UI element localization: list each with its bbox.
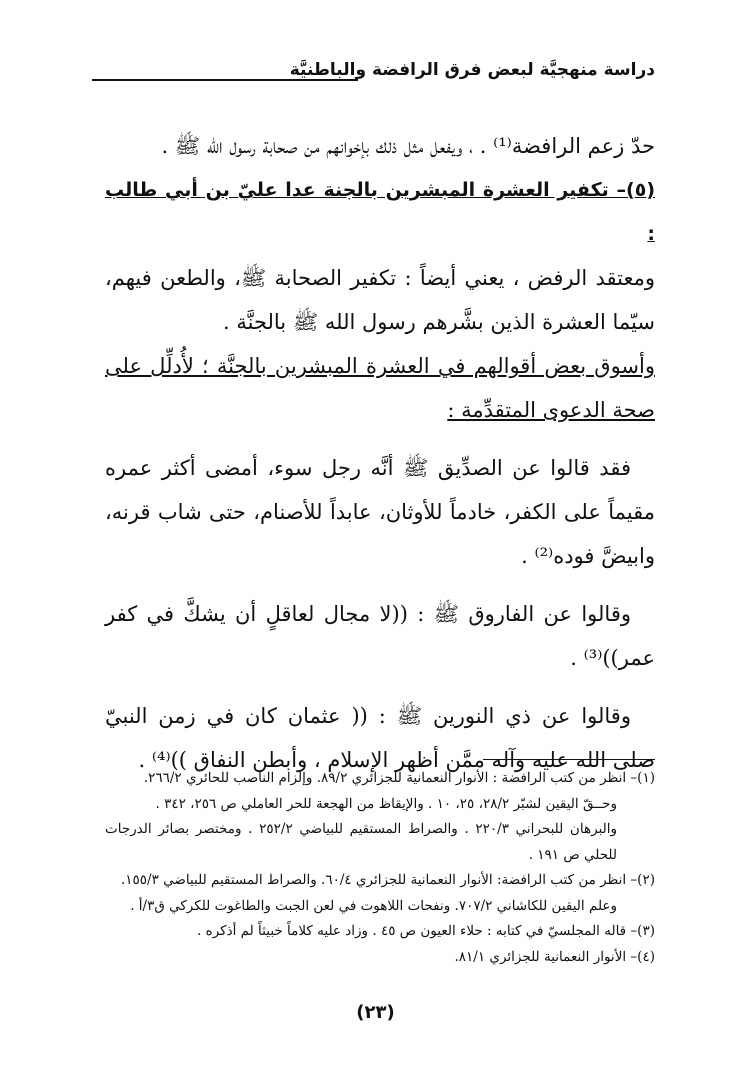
footnote-1-line-3: والبرهان للبحراني ٢٢٠/٣ . والصراط المستقيم للبياضي ٢٥٢/٢ . ومختصر بصائر الدرجات للحلي ص ١٩١ .	[105, 821, 617, 863]
main-text	[105, 124, 655, 782]
footnote-4: (٤)– الأنوار النعمانية للجزائري ٨١/١.	[454, 948, 655, 965]
footnote-2-line-2: وعلم اليقين للكاشاني ٧٠٧/٢. ونفحات اللاهوت في لعن الجبت والطاغوت للكركي ق٣/أ .	[130, 897, 617, 914]
paragraph-2: ومعتقد الرفض ، يعني أيضاً : تكفير الصحابة ﷺ، والطعن فيهم، سيّما العشرة الذين بشَّرهم رسول الله ﷺ بالجنَّة .	[105, 266, 655, 334]
footnote-1-line-2: وحــقّ اليقين لشبّر ٢٨/٢، ٢٥، ١٠ . والإيقاظ من الهجعة للحر العاملي ص ٢٥٦، ٣٤٢ .	[155, 795, 617, 812]
footnote-rule	[483, 759, 655, 760]
section-heading: (٥)– تكفير العشرة المبشرين بالجنة عدا عليّ بن أبي طالب :	[105, 179, 655, 245]
footnote-1-line-1: (١)– انظر من كتب الرافضة : الأنوار النعمانية للجزائري ٨٩/٢. وإلزام الناصب للحائري ٢٦٦/٢.	[143, 770, 655, 786]
paragraph-1: حدّ زعم الرافضة⁽¹⁾ . ، ويفعل مثل ذلك بإخوانهم من صحابة رسول الله ﷺ .	[161, 134, 655, 158]
footnote-2-line-1: (٢)– انظر من كتب الرافضة: الأنوار النعمانية للجزائري ٦٠/٤. والصراط المستقيم للبياضي ١٥٥/٣.	[121, 872, 655, 888]
running-header-title: دراسة منهجيَّة لبعض فرق الرافضة والباطنيَّة	[289, 60, 655, 80]
paragraph-4: فقد قالوا عن الصدِّيق ﷺ أنَّه رجل سوء، أمضى أكثر عمره مقيماً على الكفر، خادماً للأوثان، عابداً للأصنام، حتى شاب قرنه، وابيضَّ فوده⁽²⁾ .	[105, 456, 655, 568]
paragraph-3: وأسوق بعض أقوالهم في العشرة المبشرين بالجنَّة ؛ لأُدلِّل على صحة الدعوى المتقدِّمة :	[105, 354, 655, 422]
paragraph-6: وقالوا عن ذي النورين ﷺ : (( عثمان كان في زمن النبيّ صلى الله عليه وآله ممَّن أظهر الإسلام ، وأبطن النفاق ))⁽⁴⁾ .	[105, 704, 655, 772]
footnote-3: (٣)– قاله المجلسيّ في كتابه : حلاء العيون ص ٤٥ . وزاد عليه كلاماً خبيثاً لم أذكره .	[197, 923, 655, 939]
header-rule	[92, 79, 358, 81]
page-number: (٢٣)	[356, 1002, 395, 1023]
paragraph-5: وقالوا عن الفاروق ﷺ : ((لا مجال لعاقلٍ أن يشكَّ في كفر عمر))⁽³⁾ .	[105, 602, 655, 670]
footnotes	[105, 766, 655, 970]
